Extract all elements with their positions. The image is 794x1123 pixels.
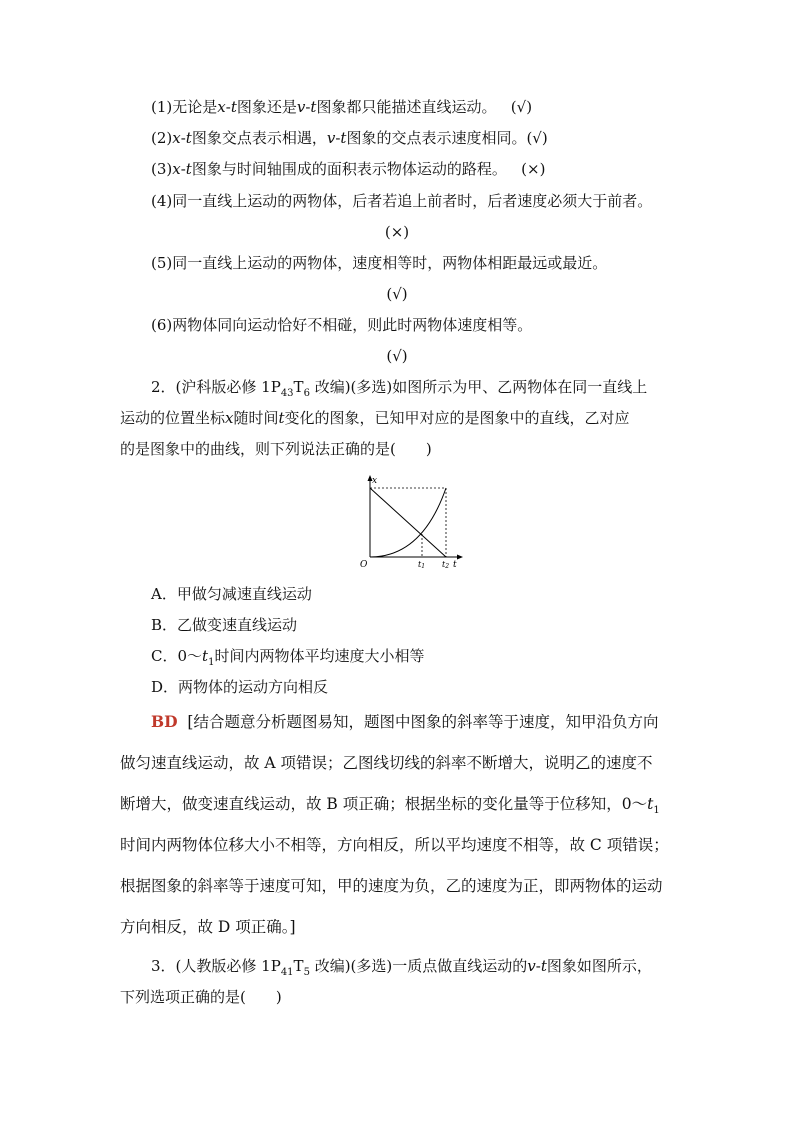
q2-answer-line3: 断增大，做变速直线运动，故 B 项正确；根据坐标的变化量等于位移知，$0\sim t_1$: [120, 795, 660, 817]
judgment-2-mark: (√): [526, 129, 548, 147]
q2-option-a: A．甲做匀减速直线运动: [151, 585, 312, 603]
q2-stem-line1: 2．(沪科版必修 $1P_{43}T_6$ 改编)(多选)如图所示为甲、乙两物体在同一直线上: [151, 378, 648, 399]
judgment-1-mark: (√): [510, 98, 533, 116]
judgment-1: (1)无论是x-t图象还是v-t图象都只能描述直线运动。 (√): [151, 98, 533, 116]
judgment-3-mark: (×): [521, 160, 546, 178]
line-jia: [370, 488, 446, 557]
judgment-6: (6)两物体同向运动恰好不相碰，则此时两物体速度相等。: [151, 316, 533, 334]
answer-key: BD: [151, 712, 178, 731]
t1-label: t1: [418, 560, 426, 570]
q2-answer-line5: 根据图象的斜率等于速度可知，甲的速度为负，乙的速度为正，即两物体的运动: [120, 877, 663, 895]
judgment-6-mark: (√): [386, 347, 408, 365]
q2-answer-line6: 方向相反，故 D 项正确。]: [120, 918, 296, 936]
q3-stem-line2: 下列选项正确的是( ): [120, 988, 282, 1006]
origin-label: O: [360, 560, 368, 570]
q2-stem-line2: 运动的位置坐标x随时间t变化的图象，已知甲对应的是图象中的直线，乙对应: [120, 409, 630, 427]
q2-stem-line3: 的是图象中的曲线，则下列说法正确的是( ): [120, 440, 432, 458]
x-axis-arrow: [457, 555, 463, 560]
q2-xt-graph: [352, 472, 472, 574]
q2-answer-line1: BD [结合题意分析题图易知，题图中图象的斜率等于速度，知甲沿负方向: [151, 712, 659, 731]
q2-option-d: D．两物体的运动方向相反: [151, 678, 329, 696]
judgment-4-mark: (×): [384, 223, 410, 241]
t2-label: t2: [442, 560, 450, 570]
q2-option-b: B．乙做变速直线运动: [151, 616, 298, 634]
q2-option-c: C．$0\sim t_1$时间内两物体平均速度大小相等: [151, 647, 425, 668]
y-axis-label: x: [372, 476, 378, 486]
judgment-3: (3)x-t图象与时间轴围成的面积表示物体运动的路程。 (×): [151, 160, 546, 178]
q2-answer-line2: 做匀速直线运动，故 A 项错误；乙图线切线的斜率不断增大，说明乙的速度不: [120, 754, 653, 772]
judgment-5-mark: (√): [386, 285, 408, 303]
judgment-2: (2)x-t图象交点表示相遇，v-t图象的交点表示速度相同。(√): [151, 129, 548, 147]
judgment-5: (5)同一直线上运动的两物体，速度相等时，两物体相距最远或最近。: [151, 254, 608, 272]
q2-answer-line4: 时间内两物体位移大小不相等，方向相反，所以平均速度不相等，故 C 项错误；: [120, 836, 669, 854]
judgment-4: (4)同一直线上运动的两物体，后者若追上前者时，后者速度必须大于前者。: [151, 192, 653, 210]
q3-stem-line1: 3．(人教版必修 $1P_{41}T_5$ 改编)(多选)一质点做直线运动的v-t图象如图所示，: [151, 957, 652, 978]
x-axis-label: t: [453, 560, 457, 570]
